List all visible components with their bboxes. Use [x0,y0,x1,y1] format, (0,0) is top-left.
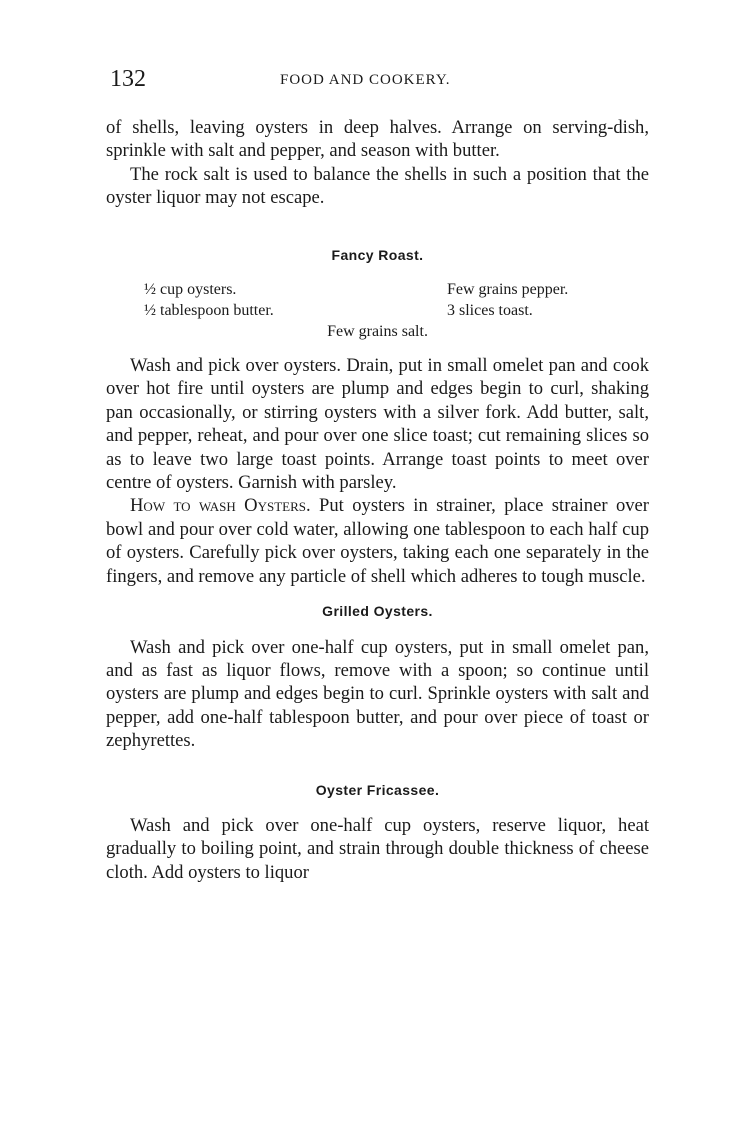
oyster-fricassee-title: Oyster Fricassee. [315,781,440,798]
ingredient: 3 slices toast. [447,302,533,320]
ingredient-row [106,300,649,321]
intro-paragraph: of shells, leaving oysters in deep halves. Arrange on serving-dish, sprinkle with salt and pepper, and season with butter. [106,117,649,162]
grilled-oysters-text: Wash and pick over one-half cup oysters, put in small omelet pan, and as fast as liquor flows, remove with a spoon; so continue until oysters are plump and edges begin to curl. Sprinkle oysters with salt and pepper, add one-half tablespoon butter, and pour over piece of toast or zephyrettes. [106,636,649,752]
fancy-roast-title: Fancy Roast. [331,246,424,263]
wash-oysters-text: Put oysters in strainer, place strainer over bowl and pour over cold water, allowing one tablespoon to each half cup of oysters. Carefully pick over oysters, taking each one separately in the fingers, and remove any particle of shell which adheres to tough muscle. [106,495,649,587]
page-header [110,66,650,96]
wash-oysters-paragraph [106,494,649,588]
page-number: 132 [110,66,146,92]
wash-oysters-heading: How to wash Oysters. [130,495,311,517]
ingredient: ½ tablespoon butter. [144,302,274,320]
grilled-oysters-title: Grilled Oysters. [322,603,433,620]
page-body [106,116,649,884]
rock-salt-paragraph: The rock salt is used to balance the shells in such a position that the oyster liquor may not escape. [106,163,649,209]
ingredient: Few grains pepper. [447,281,569,299]
ingredient: ½ cup oysters. [144,281,237,299]
fancy-roast-method: Wash and pick over oysters. Drain, put in small omelet pan and cook over hot fire until oysters are plump and edges begin to curl, shaking pan occasionally, or stirring oysters with a silver fork. Add butter, salt, and pepper, reheat, and pour over one slice toast; cut remaining slices so as to leave two large toast points. Arrange toast points to meet over centre of oysters. Garnish with parsley. [106,355,649,494]
running-title: FOOD AND COOKERY. [280,72,451,88]
oyster-fricassee-text: Wash and pick over one-half cup oysters, reserve liquor, heat gradually to boiling point, and strain through double thickness of cheese cloth. Add oysters to liquor [106,814,649,883]
fancy-roast-ingredients [106,279,649,342]
ingredient-row [106,279,649,300]
ingredient: Few grains salt. [327,323,428,341]
